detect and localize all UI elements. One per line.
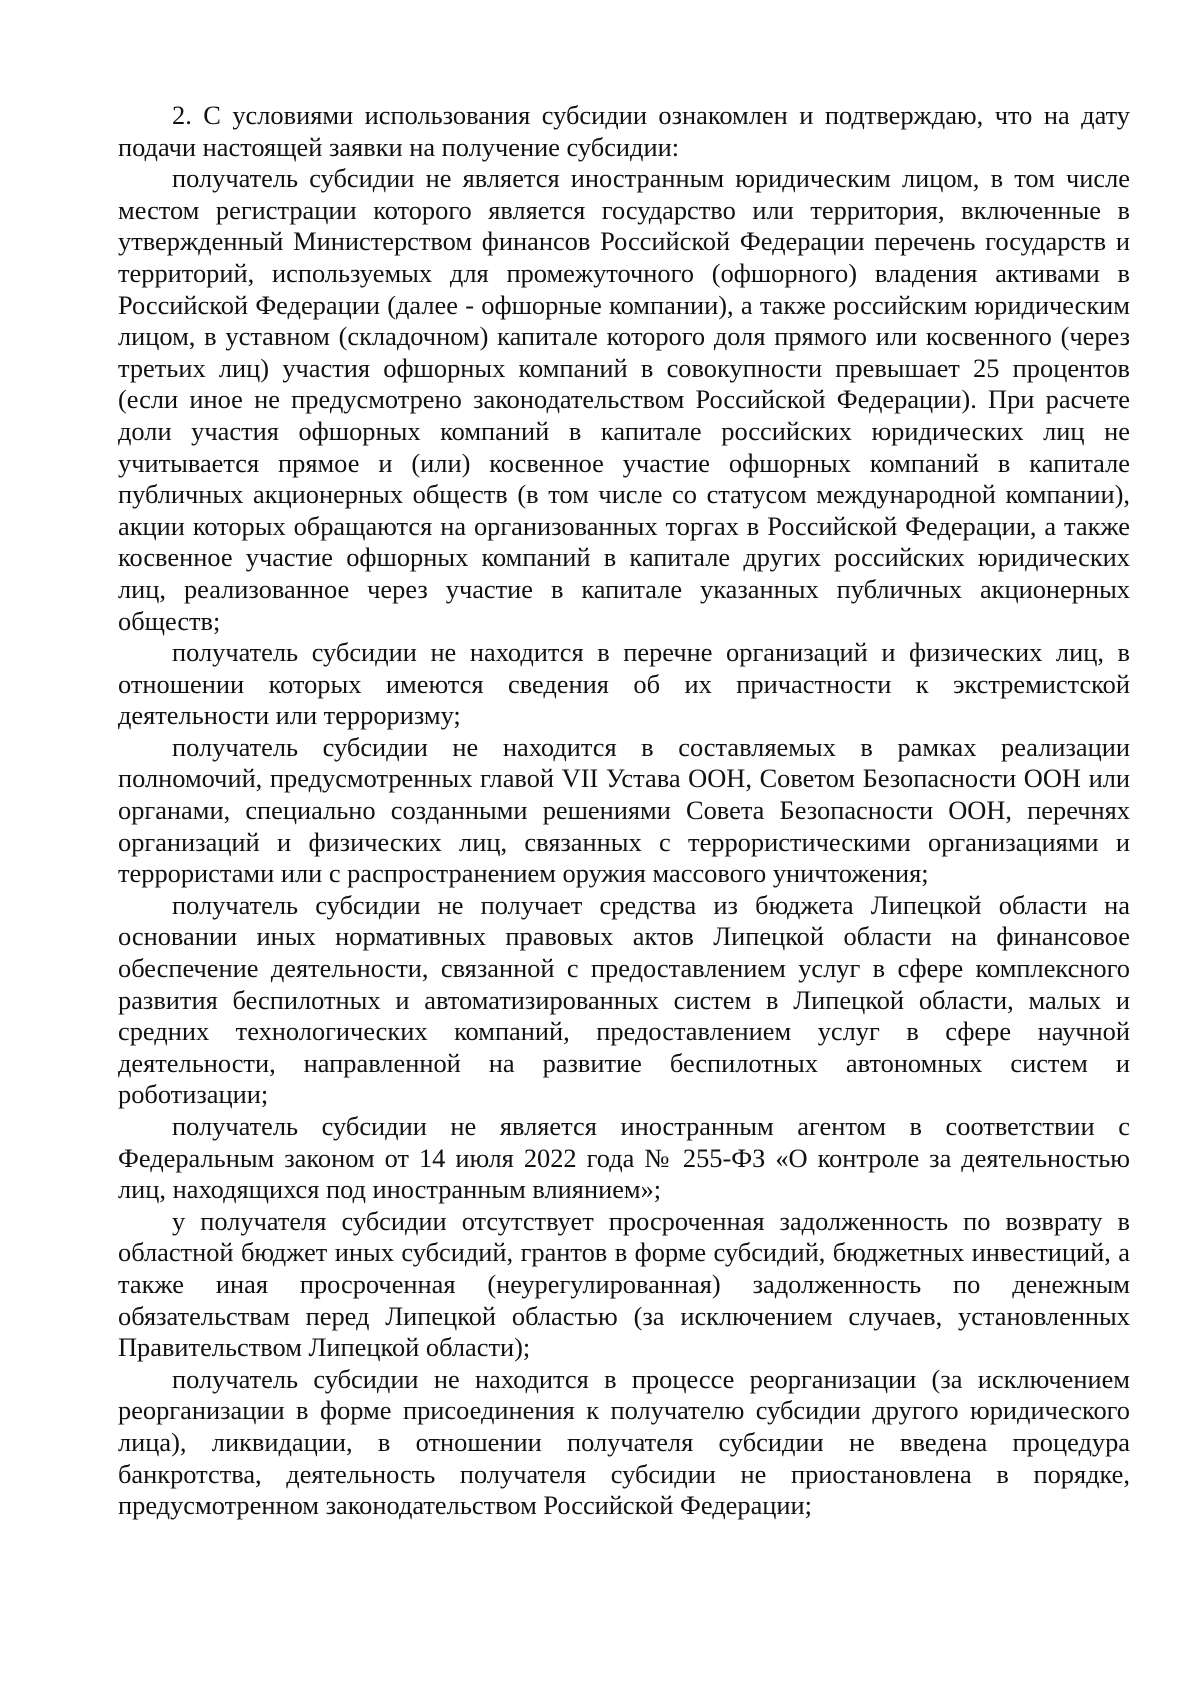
paragraph-debt: у получателя субсидии отсутствует просроченная задолженность по возврату в областной бюджет иных субсидий, грантов в форме субсидий, бюджетных инвестиций, а также иная просроченная (неурегулированная) задолженность по денежным обязательствам перед Липецкой областью (за исключением случаев, установленных Правительством Липецкой области); (118, 1205, 1130, 1363)
paragraph-budget-funds: получатель субсидии не получает средства из бюджета Липецкой области на основании иных нормативных правовых актов Липецкой области на финансовое обеспечение деятельности, связанной с предоставлением услуг в сфере комплексного развития беспилотных и автоматизированных систем в Липецкой области, малых и средних технологических компаний, предоставлением услуг в сфере научной деятельности, направленной на развитие беспилотных автономных систем и роботизации; (118, 889, 1130, 1110)
paragraph-intro: 2. С условиями использования субсидии ознакомлен и подтверждаю, что на дату подачи настоящей заявки на получение субсидии: (118, 100, 1130, 162)
paragraph-offshore: получатель субсидии не является иностранным юридическим лицом, в том числе местом регистрации которого является государство или территория, включенные в утвержденный Министерством финансов Российской Федерации перечень государств и территорий, используемых для промежуточного (офшорного) владения активами в Российской Федерации (далее - офшорные компании), а также российским юридическим лицом, в уставном (складочном) капитале которого доля прямого или косвенного (через третьих лиц) участия офшорных компаний в совокупности превышает 25 процентов (если иное не предусмотрено законодательством Российской Федерации). При расчете доли участия офшорных компаний в капитале российских юридических лиц не учитывается прямое и (или) косвенное участие офшорных компаний в капитале публичных акционерных обществ (в том числе со статусом международной компании), акции которых обращаются на организованных торгах в Российской Федерации, а также косвенное участие офшорных компаний в капитале других российских юридических лиц, реализованное через участие в капитале указанных публичных акционерных обществ; (118, 163, 1130, 636)
paragraph-foreign-agent: получатель субсидии не является иностранным агентом в соответствии с Федеральным законом от 14 июля 2022 года № 255-ФЗ «О контроле за деятельностью лиц, находящихся под иностранным влиянием»; (118, 1111, 1130, 1205)
paragraph-reorganization: получатель субсидии не находится в процессе реорганизации (за исключением реорганизации в форме присоединения к получателю субсидии другого юридического лица), ликвидации, в отношении получателя субсидии не введена процедура банкротства, деятельность получателя субсидии не приостановлена в порядке, предусмотренном законодательством Российской Федерации; (118, 1363, 1130, 1521)
document-page (118, 100, 1130, 1522)
paragraph-extremism: получатель субсидии не находится в перечне организаций и физических лиц, в отношении которых имеются сведения об их причастности к экстремистской деятельности или терроризму; (118, 637, 1130, 731)
paragraph-un-sanctions: получатель субсидии не находится в составляемых в рамках реализации полномочий, предусмотренных главой VII Устава ООН, Советом Безопасности ООН или органами, специально созданными решениями Совета Безопасности ООН, перечнях организаций и физических лиц, связанных с террористическими организациями и террористами или с распространением оружия массового уничтожения; (118, 731, 1130, 889)
